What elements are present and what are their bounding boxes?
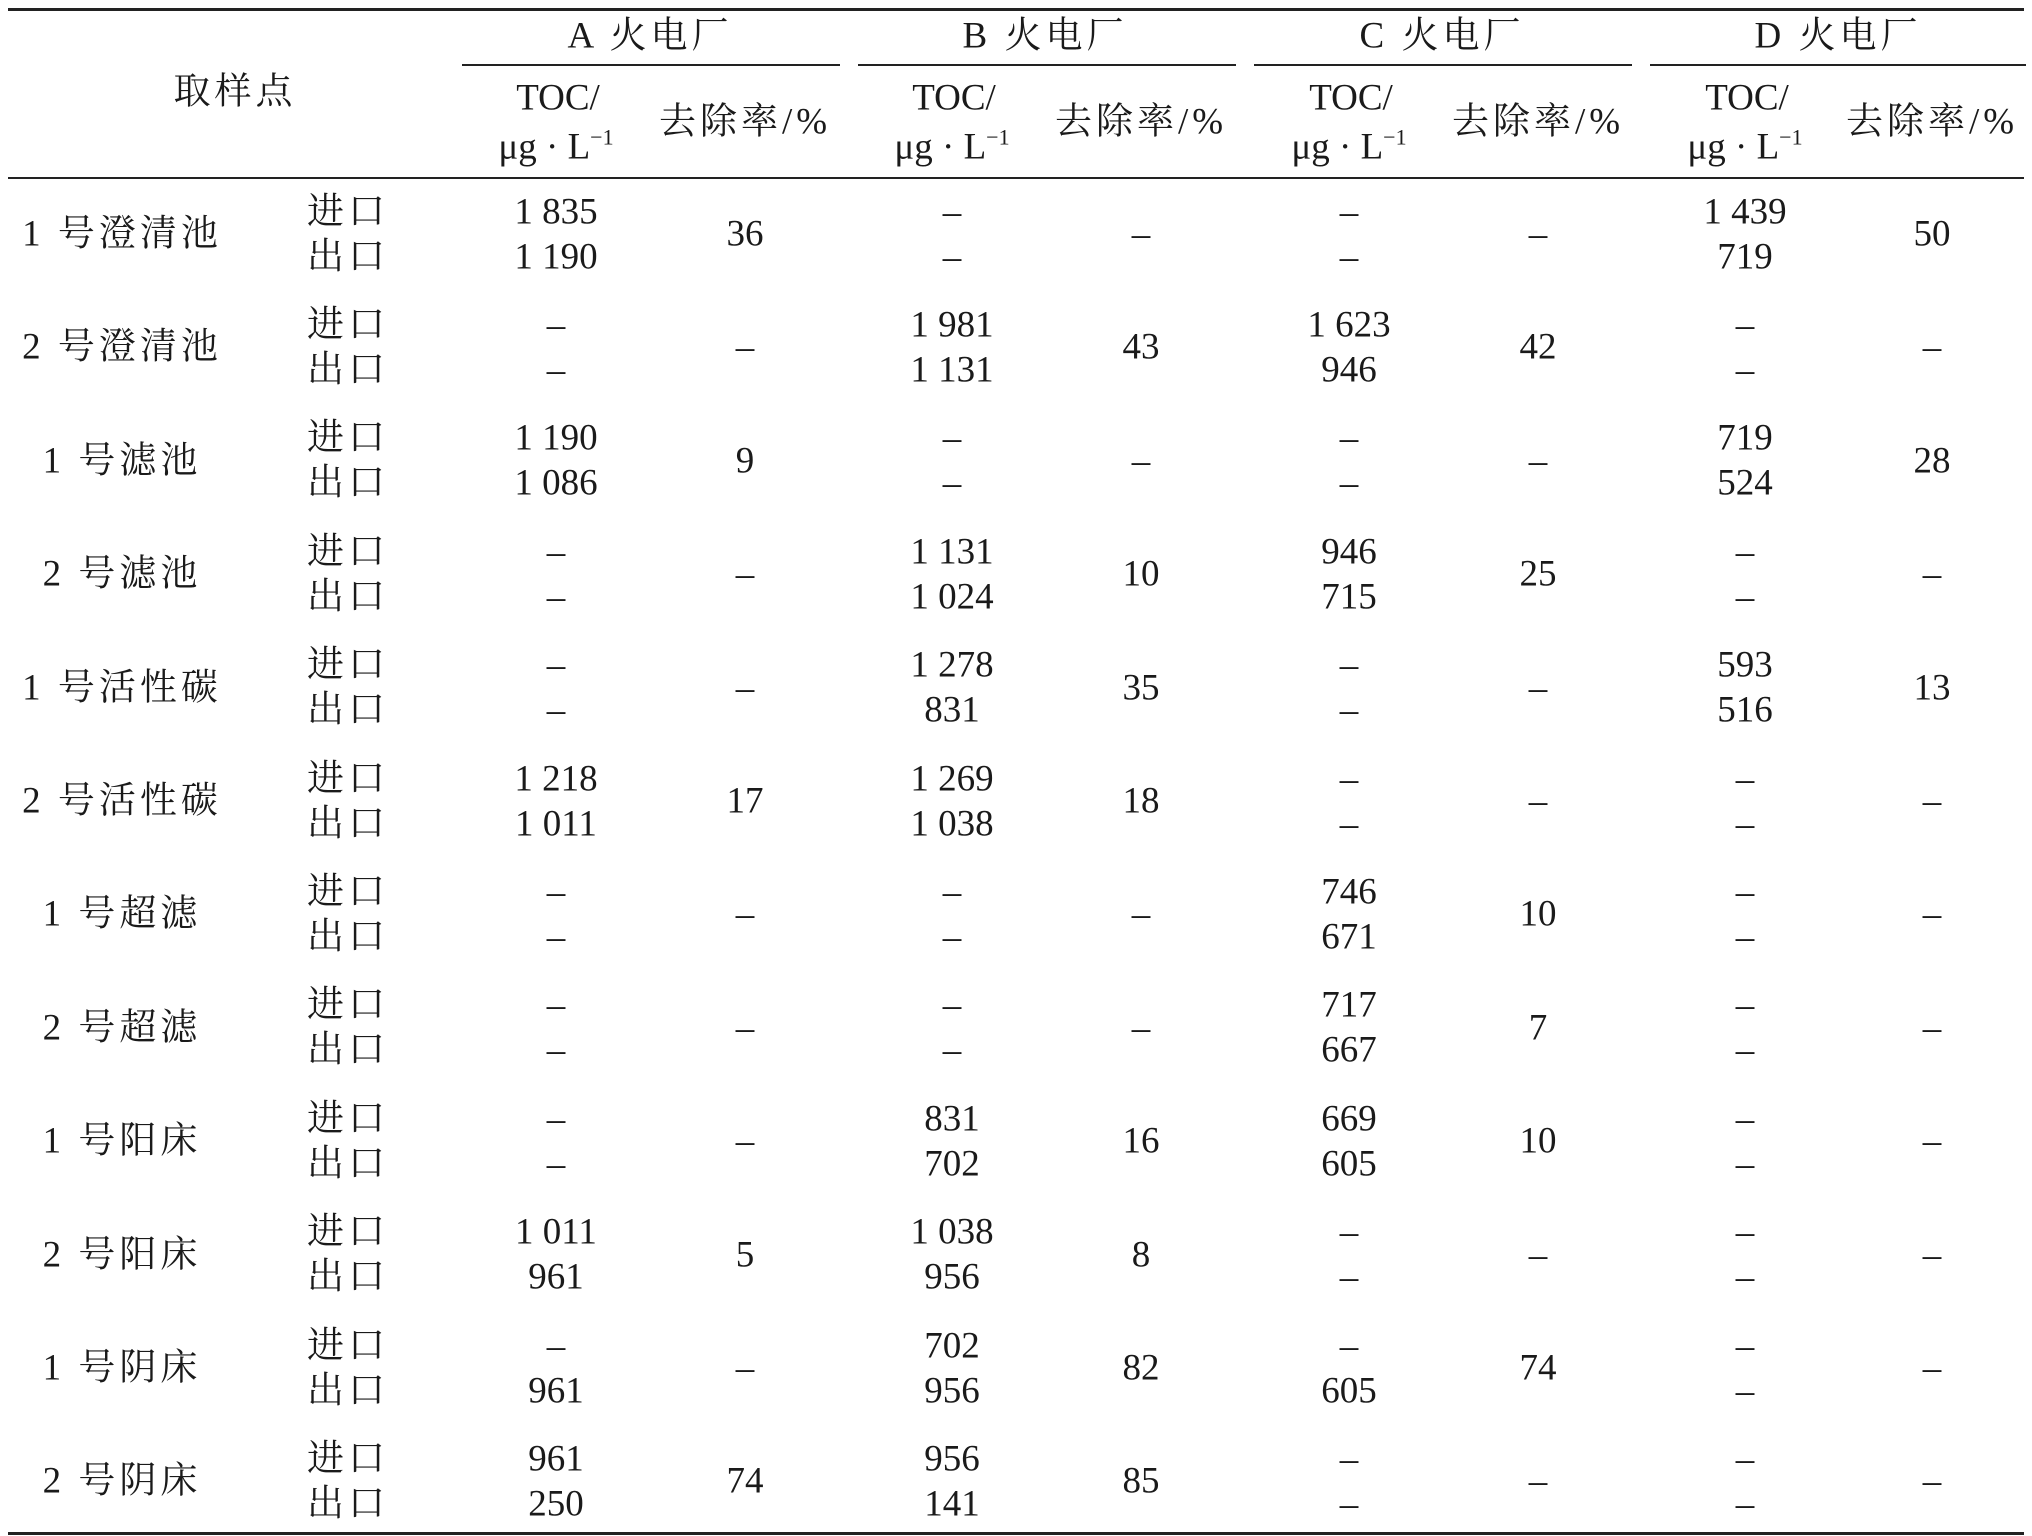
toc-outlet-value: – [1339,1483,1359,1525]
removal-rate-value: – [1922,1120,1942,1162]
toc-outlet-value: – [1339,462,1359,504]
toc-header-unit: $\mu g \cdot L^{-1}$ [1687,124,1803,168]
toc-outlet-value: 141 [924,1483,980,1525]
toc-inlet-value: 717 [1321,984,1377,1026]
toc-outlet-value: 1 086 [514,462,598,504]
site-label: 1 号活性碳 [22,667,222,709]
toc-header-line1: TOC/ [1309,77,1393,119]
toc-unit-exponent: −1 [1779,124,1803,150]
removal-rate-value: – [1922,1007,1942,1049]
removal-rate-value: 36 [726,213,764,255]
toc-outlet-value: 961 [528,1370,584,1411]
removal-rate-value: – [1131,440,1151,482]
removal-rate-value: – [1922,893,1942,935]
toc-outlet-value: – [1735,349,1755,391]
removal-rate-value: – [1528,440,1548,482]
toc-header-unit: $\mu g \cdot L^{-1}$ [1291,124,1407,168]
outlet-label: 出口 [307,1143,389,1185]
plant-c-underline [1254,64,1632,66]
toc-outlet-value: 1 011 [515,803,597,844]
toc-outlet-value: – [546,916,566,958]
toc-outlet-value: – [1735,576,1755,618]
toc-outlet-value: 1 131 [910,349,994,391]
removal-rate-value: 10 [1519,1120,1557,1162]
outlet-label: 出口 [307,803,389,844]
plant-header-b: B 火电厂 [962,15,1128,57]
removal-rate-value: 10 [1122,553,1160,595]
toc-inlet-value: – [1735,1438,1755,1480]
toc-inlet-value: – [1735,1325,1755,1366]
removal-header: 去除率/% [1845,101,2019,143]
removal-rate-value: 82 [1122,1347,1160,1389]
toc-inlet-value: – [546,1098,566,1140]
toc-header-line1: TOC/ [516,77,600,119]
inlet-label: 进口 [307,1098,389,1140]
toc-inlet-value: 946 [1321,531,1377,573]
toc-inlet-value: 702 [924,1325,980,1366]
toc-inlet-value: 1 218 [514,758,598,799]
toc-header-line1: TOC/ [912,77,996,119]
removal-rate-value: – [735,326,755,368]
plant-header-d: D 火电厂 [1754,15,1922,57]
toc-inlet-value: – [1735,758,1755,799]
inlet-label: 进口 [307,531,389,573]
site-label: 1 号阴床 [42,1347,202,1389]
removal-rate-value: 7 [1528,1007,1548,1049]
toc-outlet-value: – [942,462,962,504]
removal-rate-value: – [1131,893,1151,935]
bottom-rule [8,1532,2024,1535]
inlet-label: 进口 [307,1438,389,1480]
toc-outlet-value: – [1339,1256,1359,1298]
toc-outlet-value: 956 [924,1256,980,1298]
toc-outlet-value: – [1735,1143,1755,1185]
outlet-label: 出口 [307,1370,389,1411]
plant-b-underline [858,64,1236,66]
toc-outlet-value: – [1339,236,1359,277]
removal-rate-value: 74 [726,1460,764,1502]
toc-inlet-value: 956 [924,1438,980,1480]
removal-rate-value: – [1922,553,1942,595]
toc-inlet-value: 1 835 [514,191,598,232]
toc-outlet-value: – [1735,1029,1755,1071]
removal-rate-value: 42 [1519,326,1557,368]
toc-outlet-value: – [1735,1483,1755,1525]
removal-rate-value: – [735,667,755,709]
outlet-label: 出口 [307,916,389,958]
toc-outlet-value: – [942,916,962,958]
toc-outlet-value: – [546,349,566,391]
toc-outlet-value: 831 [924,689,980,731]
toc-outlet-value: 605 [1321,1370,1377,1411]
removal-rate-value: – [1528,1234,1548,1276]
toc-inlet-value: 669 [1321,1098,1377,1140]
toc-outlet-value: – [942,236,962,277]
removal-rate-value: 9 [735,440,755,482]
toc-inlet-value: – [1339,644,1359,686]
toc-inlet-value: 1 981 [910,304,994,346]
removal-rate-value: 35 [1122,667,1160,709]
removal-rate-value: 17 [726,780,764,822]
site-label: 2 号活性碳 [22,780,222,822]
removal-rate-value: – [735,553,755,595]
removal-rate-value: – [1922,1234,1942,1276]
inlet-label: 进口 [307,758,389,799]
removal-rate-value: – [735,1347,755,1389]
toc-inlet-value: 1 439 [1703,191,1787,232]
inlet-label: 进口 [307,1211,389,1253]
outlet-label: 出口 [307,1256,389,1298]
toc-inlet-value: 746 [1321,871,1377,913]
toc-outlet-value: 719 [1717,236,1773,277]
site-label: 1 号阳床 [42,1120,202,1162]
toc-inlet-value: 1 623 [1307,304,1391,346]
removal-rate-value: – [1131,1007,1151,1049]
toc-inlet-value: 831 [924,1098,980,1140]
site-label: 2 号阴床 [42,1460,202,1502]
toc-outlet-value: 1 190 [514,236,598,277]
plant-header-a: A 火电厂 [567,15,733,57]
toc-header-unit: $\mu g \cdot L^{-1}$ [894,124,1010,168]
toc-outlet-value: 250 [528,1483,584,1525]
removal-rate-value: – [1528,213,1548,255]
toc-outlet-value: 961 [528,1256,584,1298]
toc-outlet-value: – [546,689,566,731]
toc-inlet-value: – [546,644,566,686]
outlet-label: 出口 [307,689,389,731]
removal-header: 去除率/% [658,101,832,143]
toc-inlet-value: 719 [1717,417,1773,459]
toc-inlet-value: 1 269 [910,758,994,799]
toc-outlet-value: 671 [1321,916,1377,958]
removal-rate-value: 85 [1122,1460,1160,1502]
toc-outlet-value: – [1735,1256,1755,1298]
toc-outlet-value: – [546,1029,566,1071]
toc-header-line1: TOC/ [1705,77,1789,119]
removal-rate-value: – [735,1120,755,1162]
removal-rate-value: 18 [1122,780,1160,822]
toc-outlet-value: 715 [1321,576,1377,618]
inlet-label: 进口 [307,304,389,346]
removal-rate-value: 74 [1519,1347,1557,1389]
removal-rate-value: – [1131,213,1151,255]
site-label: 1 号滤池 [42,440,202,482]
toc-outlet-value: – [1735,1370,1755,1411]
removal-rate-value: 5 [735,1234,755,1276]
toc-unit-exponent: −1 [590,124,614,150]
toc-outlet-value: 956 [924,1370,980,1411]
toc-inlet-value: 1 131 [910,531,994,573]
toc-inlet-value: – [1735,1211,1755,1253]
toc-inlet-value: – [942,191,962,232]
removal-header: 去除率/% [1054,101,1228,143]
outlet-label: 出口 [307,1029,389,1071]
removal-rate-value: – [735,1007,755,1049]
removal-rate-value: – [1922,1347,1942,1389]
toc-outlet-value: – [546,576,566,618]
removal-rate-value: 28 [1913,440,1951,482]
site-label: 1 号澄清池 [22,213,222,255]
inlet-label: 进口 [307,871,389,913]
toc-inlet-value: – [1735,1098,1755,1140]
plant-header-c: C 火电厂 [1359,15,1525,57]
toc-inlet-value: 1 190 [514,417,598,459]
toc-outlet-value: 1 024 [910,576,994,618]
removal-rate-value: 8 [1131,1234,1151,1276]
toc-inlet-value: – [546,871,566,913]
plant-a-underline [462,64,840,66]
outlet-label: 出口 [307,236,389,277]
removal-rate-value: – [1922,326,1942,368]
outlet-label: 出口 [307,349,389,391]
toc-inlet-value: – [546,984,566,1026]
toc-inlet-value: – [1735,871,1755,913]
removal-rate-value: – [1528,667,1548,709]
toc-inlet-value: 1 038 [910,1211,994,1253]
toc-inlet-value: – [546,531,566,573]
toc-inlet-value: – [942,984,962,1026]
toc-inlet-value: – [1339,758,1359,799]
toc-inlet-value: – [1735,984,1755,1026]
toc-inlet-value: 1 011 [515,1211,597,1253]
toc-inlet-value: – [1339,1438,1359,1480]
toc-outlet-value: 667 [1321,1029,1377,1071]
site-label: 2 号超滤 [42,1007,202,1049]
removal-rate-value: 10 [1519,893,1557,935]
toc-outlet-value: – [1339,689,1359,731]
site-label: 2 号澄清池 [22,326,222,368]
outlet-label: 出口 [307,576,389,618]
toc-unit-exponent: −1 [1383,124,1407,150]
removal-rate-value: – [735,893,755,935]
removal-rate-value: – [1922,1460,1942,1502]
toc-outlet-value: 516 [1717,689,1773,731]
site-label: 2 号阳床 [42,1234,202,1276]
removal-rate-value: 16 [1122,1120,1160,1162]
toc-inlet-value: – [942,417,962,459]
toc-outlet-value: – [1735,803,1755,844]
toc-inlet-value: – [546,304,566,346]
inlet-label: 进口 [307,417,389,459]
top-rule [8,8,2024,11]
removal-header: 去除率/% [1451,101,1625,143]
toc-inlet-value: – [1339,1325,1359,1366]
inlet-label: 进口 [307,644,389,686]
corner-header: 取样点 [173,71,297,113]
toc-inlet-value: – [942,871,962,913]
removal-rate-value: 25 [1519,553,1557,595]
removal-rate-value: – [1528,1460,1548,1502]
outlet-label: 出口 [307,462,389,504]
toc-outlet-value: 524 [1717,462,1773,504]
toc-outlet-value: – [546,1143,566,1185]
inlet-label: 进口 [307,1325,389,1366]
removal-rate-value: – [1922,780,1942,822]
removal-rate-value: 50 [1913,213,1951,255]
toc-outlet-value: – [1735,916,1755,958]
toc-unit-exponent: −1 [986,124,1010,150]
toc-outlet-value: 605 [1321,1143,1377,1185]
toc-inlet-value: 961 [528,1438,584,1480]
outlet-label: 出口 [307,1483,389,1525]
toc-inlet-value: – [1735,304,1755,346]
removal-rate-value: 13 [1913,667,1951,709]
toc-inlet-value: – [1339,417,1359,459]
toc-header-unit: $\mu g \cdot L^{-1}$ [498,124,614,168]
removal-rate-value: 43 [1122,326,1160,368]
toc-inlet-value: – [1339,1211,1359,1253]
toc-outlet-value: 946 [1321,349,1377,391]
toc-outlet-value: – [1339,803,1359,844]
toc-inlet-value: – [1735,531,1755,573]
inlet-label: 进口 [307,984,389,1026]
toc-outlet-value: 1 038 [910,803,994,844]
toc-inlet-value: – [546,1325,566,1366]
site-label: 1 号超滤 [42,893,202,935]
toc-inlet-value: – [1339,191,1359,232]
removal-rate-value: – [1528,780,1548,822]
site-label: 2 号滤池 [42,553,202,595]
header-rule [8,177,2024,179]
toc-inlet-value: 593 [1717,644,1773,686]
toc-outlet-value: 702 [924,1143,980,1185]
inlet-label: 进口 [307,191,389,232]
toc-outlet-value: – [942,1029,962,1071]
plant-d-underline [1650,64,2026,66]
toc-inlet-value: 1 278 [910,644,994,686]
